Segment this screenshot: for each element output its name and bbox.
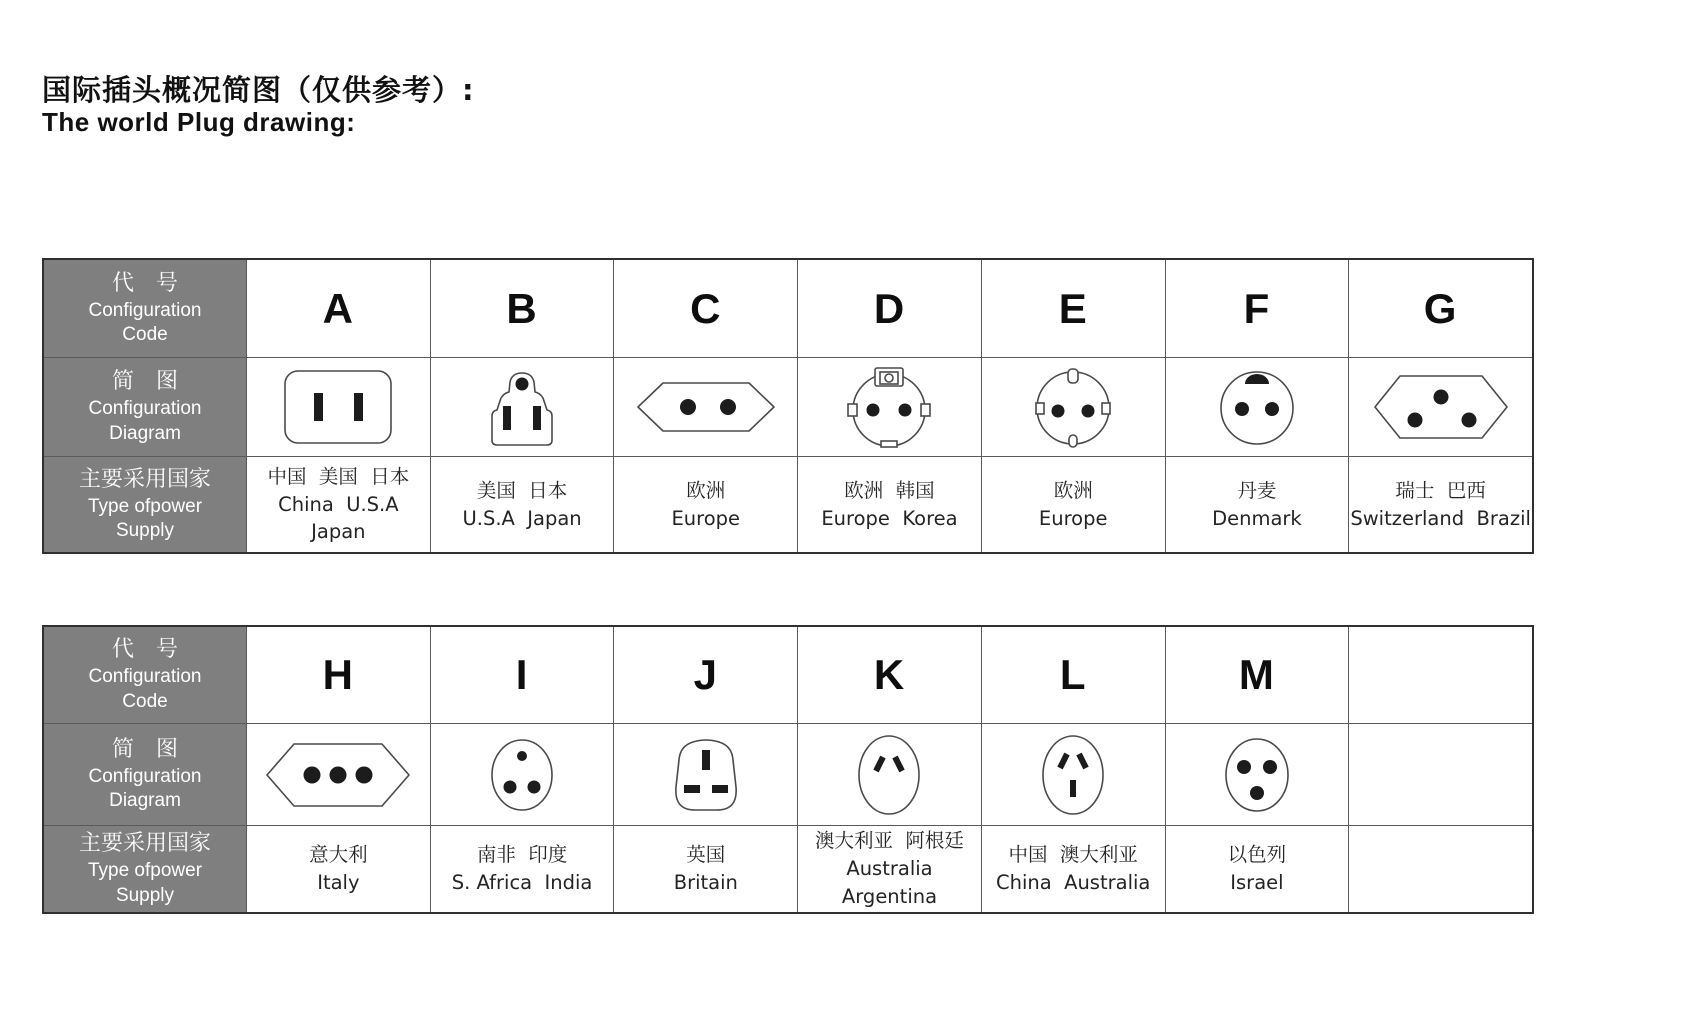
plug-h-icon <box>265 741 411 809</box>
country-line: 中国 澳大利亚 <box>1008 843 1138 867</box>
code-letter: E <box>1058 284 1088 332</box>
country-line: 意大利 <box>309 843 368 867</box>
row-header-en: Code <box>122 690 168 712</box>
code-cell-k <box>798 627 981 723</box>
code-letter: A <box>322 284 355 332</box>
plug-i-icon <box>490 737 554 813</box>
plug-l-icon <box>1041 734 1105 816</box>
page-title-zh: 国际插头概况简图（仅供参考）: <box>42 73 475 107</box>
country-line: Britain <box>673 871 738 894</box>
diagram-cell-f <box>1166 358 1349 456</box>
diagram-cell-c <box>614 358 797 456</box>
countries-cell-m <box>1166 826 1349 912</box>
countries-cell-i <box>431 826 614 912</box>
country-line: China U.S.A <box>278 492 399 516</box>
code-letter: H <box>322 651 355 698</box>
code-letter: L <box>1059 651 1087 698</box>
diagram-cell-m <box>1166 724 1349 825</box>
countries-cell-l <box>982 826 1165 912</box>
countries-cell-e <box>982 457 1165 552</box>
countries-cell-empty <box>1349 826 1532 912</box>
countries-cell-h <box>247 826 430 912</box>
country-line: S. Africa India <box>451 871 593 894</box>
row-header-zh: 主要采用国家 <box>78 466 211 492</box>
countries-cell-d <box>798 457 981 552</box>
plug-j-icon <box>671 737 741 813</box>
row-header-zh: 简 图 <box>111 369 178 395</box>
row-header-en: Type ofpower <box>87 495 203 517</box>
country-line: U.S.A Japan <box>462 506 582 530</box>
code-cell-e <box>982 260 1165 357</box>
country-line: 瑞士 巴西 <box>1395 478 1486 502</box>
row-header-en: Supply <box>115 884 175 906</box>
code-letter: M <box>1238 651 1275 698</box>
code-letter: B <box>506 284 538 332</box>
row-header-configuration-code <box>44 260 246 357</box>
page-title-en: The world Plug drawing: <box>42 107 356 137</box>
diagram-cell-e <box>982 358 1165 456</box>
country-line: 南非 印度 <box>476 843 568 867</box>
country-line: 中国 美国 日本 <box>267 464 410 488</box>
country-line: Europe <box>671 506 741 530</box>
country-line: 欧洲 韩国 <box>844 478 935 502</box>
code-letter: K <box>873 651 906 698</box>
code-letter: G <box>1423 284 1458 332</box>
country-line: 欧洲 <box>686 478 726 502</box>
countries-cell-g <box>1349 457 1532 552</box>
row-header-type-of-power-supply <box>44 457 246 552</box>
diagram-cell-h <box>247 724 430 825</box>
code-letter: J <box>693 651 718 698</box>
code-cell-i <box>431 627 614 723</box>
plug-b-icon <box>490 367 554 447</box>
row-header-en: Code <box>122 324 168 346</box>
country-line: 英国 <box>686 843 726 867</box>
code-cell-j <box>614 627 797 723</box>
row-header-en: Configuration <box>88 666 202 688</box>
diagram-cell-j <box>614 724 797 825</box>
country-line: 美国 日本 <box>476 478 568 502</box>
diagram-cell-empty <box>1349 724 1532 825</box>
countries-cell-j <box>614 826 797 912</box>
row-header-zh: 代 号 <box>111 637 178 663</box>
country-line: Switzerland Brazil <box>1350 506 1531 530</box>
row-header-type-of-power-supply <box>44 826 246 912</box>
country-line: Europe <box>1038 506 1108 530</box>
row-header-zh: 代 号 <box>111 270 178 296</box>
code-cell-f <box>1166 260 1349 357</box>
row-header-en: Diagram <box>109 422 181 444</box>
country-line: 欧洲 <box>1053 478 1093 502</box>
code-cell-c <box>614 260 797 357</box>
code-cell-h <box>247 627 430 723</box>
plug-d-icon <box>846 366 932 448</box>
row-header-en: Configuration <box>88 765 202 787</box>
code-cell-b <box>431 260 614 357</box>
plug-a-icon <box>282 368 394 446</box>
country-line: China Australia <box>996 871 1151 894</box>
countries-cell-k <box>798 826 981 912</box>
plug-c-icon <box>636 381 776 433</box>
countries-cell-c <box>614 457 797 552</box>
countries-cell-b <box>431 457 614 552</box>
diagram-cell-k <box>798 724 981 825</box>
diagram-cell-d <box>798 358 981 456</box>
plug-m-icon <box>1223 736 1291 814</box>
diagram-cell-l <box>982 724 1165 825</box>
plug-e-icon <box>1033 366 1113 448</box>
code-cell-a <box>247 260 430 357</box>
diagram-cell-b <box>431 358 614 456</box>
code-letter: F <box>1243 284 1271 332</box>
countries-cell-f <box>1166 457 1349 552</box>
country-line: Denmark <box>1212 506 1302 530</box>
code-letter: D <box>873 284 906 332</box>
code-letter: I <box>515 651 529 698</box>
country-line: 以色列 <box>1227 843 1287 867</box>
row-header-configuration-diagram <box>44 724 246 825</box>
code-cell-m <box>1166 627 1349 723</box>
diagram-cell-a <box>247 358 430 456</box>
code-cell-g <box>1349 260 1532 357</box>
country-line: Australia Argentina <box>841 857 946 908</box>
country-line: 丹麦 <box>1237 478 1277 502</box>
row-header-configuration-diagram <box>44 358 246 456</box>
diagram-cell-i <box>431 724 614 825</box>
code-cell-d <box>798 260 981 357</box>
diagram-cell-g <box>1349 358 1532 456</box>
code-letter: C <box>690 284 722 332</box>
row-header-en: Type ofpower <box>87 860 203 882</box>
code-cell-empty <box>1349 627 1532 723</box>
countries-cell-a <box>247 457 430 552</box>
plug-table-2 <box>42 625 1534 914</box>
row-header-configuration-code <box>44 627 246 723</box>
row-header-en: Supply <box>115 520 175 542</box>
country-line: 澳大利亚 阿根廷 <box>815 829 964 853</box>
row-header-en: Configuration <box>88 398 202 420</box>
country-line: Italy <box>317 871 360 894</box>
plug-k-icon <box>857 734 921 816</box>
code-cell-l <box>982 627 1165 723</box>
row-header-zh: 简 图 <box>111 736 178 762</box>
plug-g-icon <box>1373 373 1509 441</box>
country-line: Israel <box>1230 871 1284 894</box>
country-line: Japan <box>311 520 366 544</box>
plug-f-icon <box>1218 367 1296 447</box>
row-header-zh: 主要采用国家 <box>78 831 211 857</box>
country-line: Europe Korea <box>821 506 958 530</box>
plug-table-1 <box>42 258 1534 554</box>
row-header-en: Diagram <box>109 790 181 812</box>
row-header-en: Configuration <box>88 299 202 321</box>
